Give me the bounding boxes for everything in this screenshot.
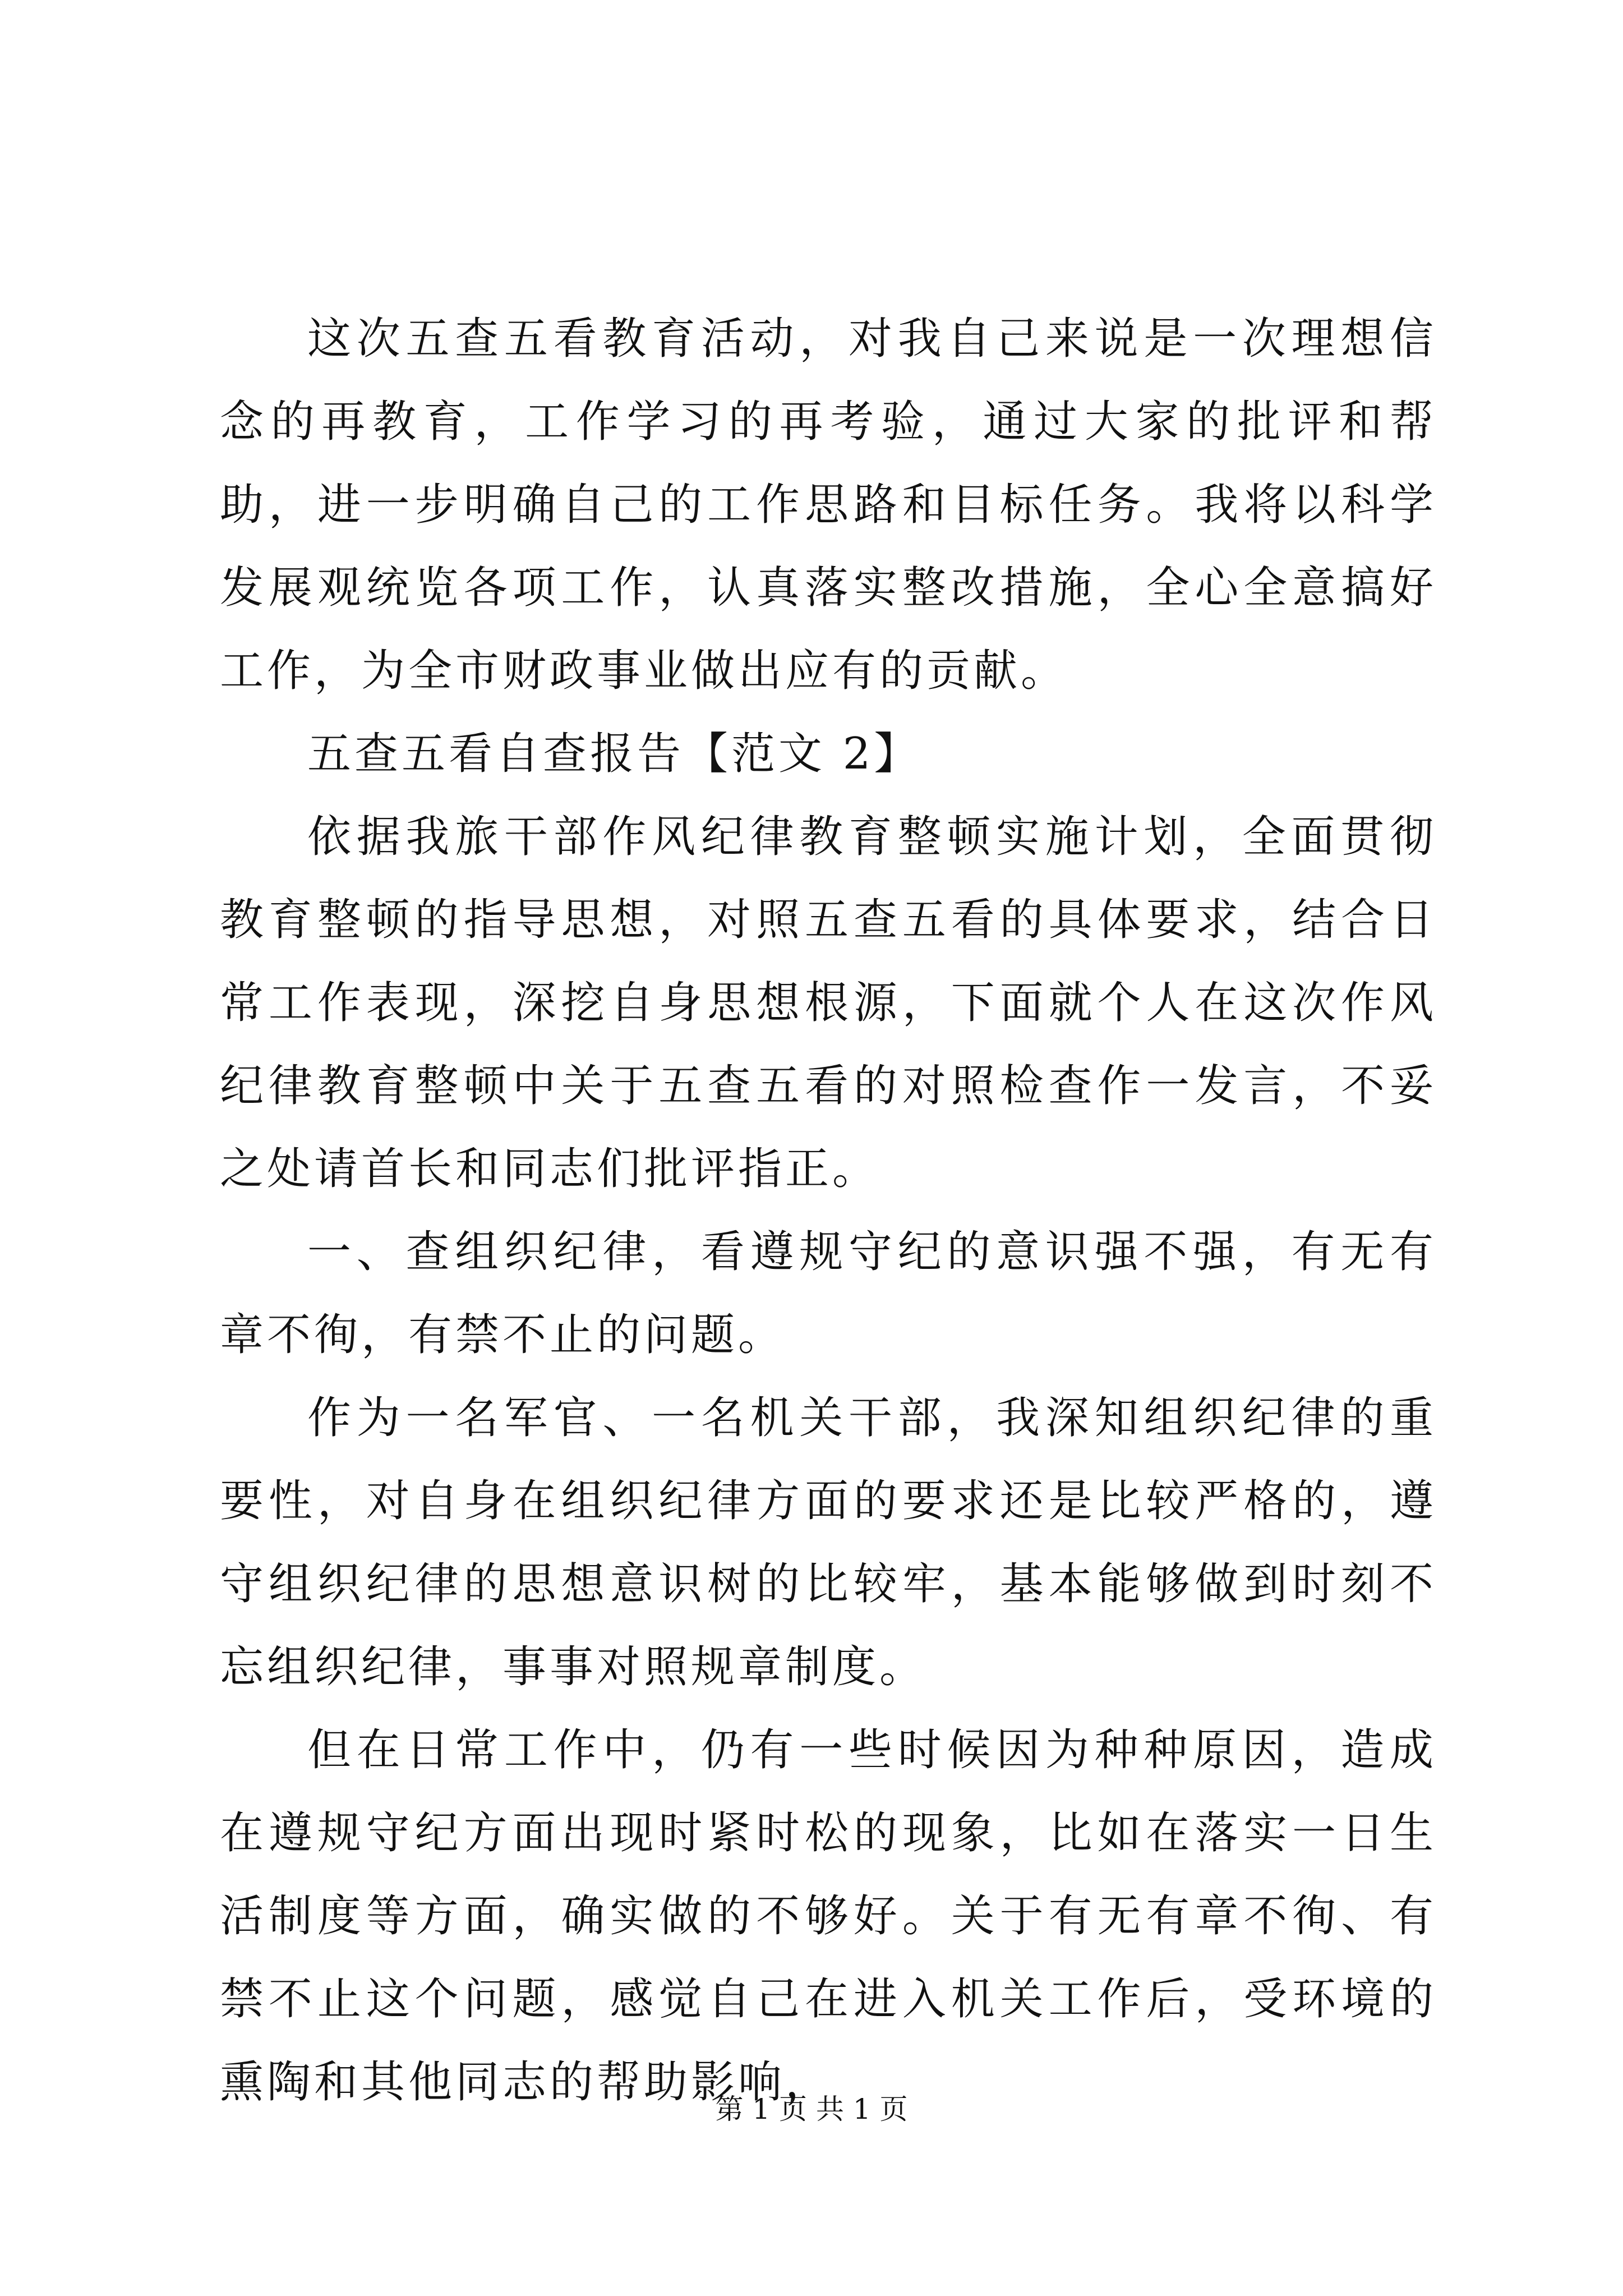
- paragraph-intro: 依据我旅干部作风纪律教育整顿实施计划，全面贯彻教育整顿的指导思想，对照五查五看的具体要求，结合日常工作表现，深挖自身思想根源，下面就个人在这次作风纪律教育整顿中关于五查五看的对照检查作一发言，不妥之处请首长和同志们批评指正。: [220, 812, 1437, 1194]
- paragraph-point-one: 一、查组织纪律，看遵规守纪的意识强不强，有无有章不徇，有禁不止的问题。: [220, 1227, 1437, 1360]
- section-heading: 五查五看自查报告【范文 2】: [307, 729, 921, 779]
- paragraph-discipline: 作为一名军官、一名机关干部，我深知组织纪律的重要性，对自身在组织纪律方面的要求还是比较严格的，遵守组织纪律的思想意识树的比较牢，基本能够做到时刻不忘组织纪律，事事对照规章制度。: [220, 1393, 1437, 1692]
- document-body: [220, 297, 1437, 2124]
- paragraph-shortcomings: 但在日常工作中，仍有一些时候因为种种原因，造成在遵规守纪方面出现时紧时松的现象，比如在落实一日生活制度等方面，确实做的不够好。关于有无有章不徇、有禁不止这个问题，感觉自己在进入机关工作后，受环境的熏陶和其他同志的帮助影响，: [220, 1725, 1437, 2108]
- paragraph-summary: 这次五查五看教育活动，对我自己来说是一次理想信念的再教育，工作学习的再考验，通过大家的批评和帮助，进一步明确自己的工作思路和目标任务。我将以科学发展观统览各项工作，认真落实整改措施，全心全意搞好工作，为全市财政事业做出应有的贡献。: [220, 314, 1437, 696]
- page-footer: 第 1 页 共 1 页: [715, 2093, 908, 2125]
